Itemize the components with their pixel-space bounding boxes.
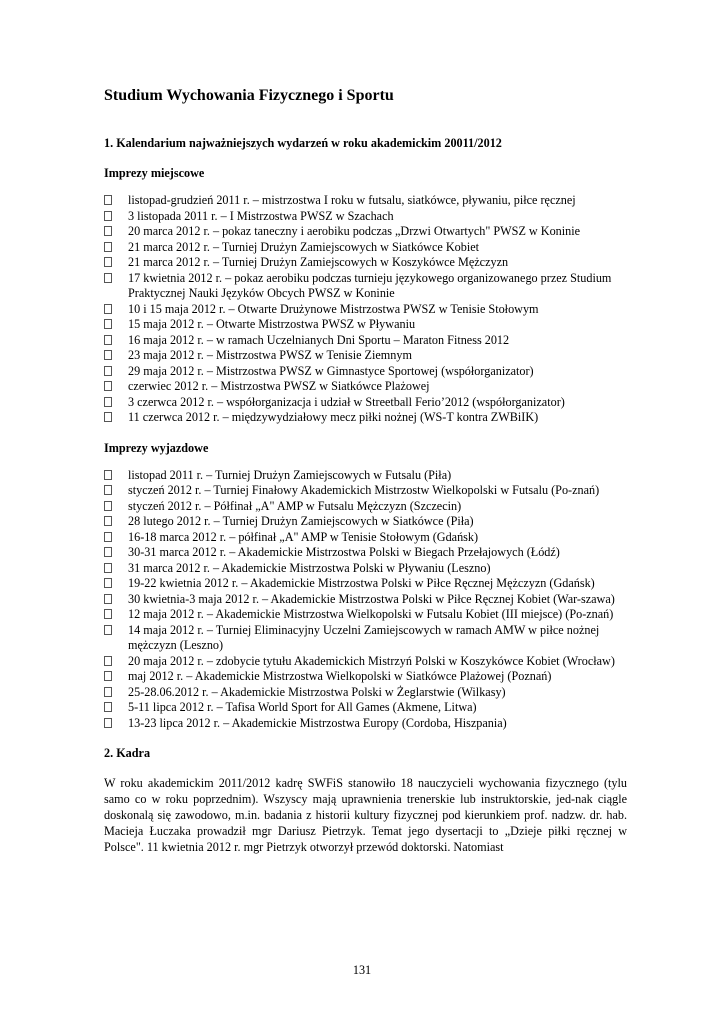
- list-item-text: 3 czerwca 2012 r. – współorganizacja i udział w Streetball Ferio’2012 (współorganizator): [128, 394, 565, 409]
- document-page: [104, 86, 627, 855]
- list-item-text: 30 kwietnia-3 maja 2012 r. – Akademickie Mistrzostwa Polski w Piłce Ręcznej Kobiet (War-szawa): [128, 591, 615, 606]
- list-item: [104, 209, 627, 225]
- bullet-icon: [104, 319, 112, 329]
- list-item-text: maj 2012 r. – Akademickie Mistrzostwa Wielkopolski w Siatkówce Plażowej (Poznań): [128, 669, 552, 683]
- bullet-icon: [104, 335, 112, 345]
- list-item-text: 5-11 lipca 2012 r. – Tafisa World Sport for All Games (Akmene, Litwa): [128, 700, 477, 714]
- local-events-heading: Imprezy miejscowe: [104, 166, 205, 180]
- page-title: Studium Wychowania Fizycznego i Sportu: [104, 87, 394, 104]
- list-item: [104, 364, 627, 380]
- list-item: [104, 333, 627, 349]
- bullet-icon: [104, 304, 112, 314]
- bullet-icon: [104, 671, 112, 681]
- list-item: [104, 317, 627, 333]
- bullet-icon: [104, 211, 112, 221]
- bullet-icon: [104, 366, 112, 376]
- bullet-icon: [104, 547, 112, 557]
- bullet-icon: [104, 532, 112, 542]
- bullet-icon: [104, 257, 112, 267]
- bullet-icon: [104, 656, 112, 666]
- list-item: [104, 607, 627, 623]
- list-item: [104, 592, 627, 608]
- list-item-text: 10 i 15 maja 2012 r. – Otwarte Drużynowe Mistrzostwa PWSZ w Tenisie Stołowym: [128, 301, 539, 316]
- list-item-text: 16-18 marca 2012 r. – półfinał „A" AMP w Tenisie Stołowym (Gdańsk): [128, 529, 479, 544]
- bullet-icon: [104, 702, 112, 712]
- list-item: [104, 654, 627, 670]
- bullet-icon: [104, 687, 112, 697]
- bullet-icon: [104, 412, 112, 422]
- list-item: [104, 499, 627, 515]
- section-2-heading: 2. Kadra: [104, 746, 151, 760]
- bullet-icon: [104, 718, 112, 728]
- away-events-list: [104, 468, 627, 732]
- list-item-text: listopad-grudzień 2011 r. – mistrzostwa I roku w futsalu, siatkówce, pływaniu, piłce ręcznej: [128, 193, 576, 207]
- list-item-text: 3 listopada 2011 r. – I Mistrzostwa PWSZ w Szachach: [128, 208, 394, 223]
- bullet-icon: [104, 516, 112, 526]
- bullet-icon: [104, 470, 112, 480]
- list-item-text: 20 marca 2012 r. – pokaz taneczny i aerobiku podczas „Drzwi Otwartych" PWSZ w Koninie: [128, 224, 581, 238]
- bullet-icon: [104, 563, 112, 573]
- away-events-heading: Imprezy wyjazdowe: [104, 440, 209, 455]
- list-item: [104, 576, 627, 592]
- list-item: [104, 468, 627, 484]
- bullet-icon: [104, 397, 112, 407]
- bullet-icon: [104, 350, 112, 360]
- list-item-text: 25-28.06.2012 r. – Akademickie Mistrzostwa Polski w Żeglarstwie (Wilkasy): [128, 684, 506, 699]
- bullet-icon: [104, 609, 112, 619]
- list-item: [104, 545, 627, 561]
- list-item: [104, 669, 627, 685]
- bullet-icon: [104, 594, 112, 604]
- list-item: [104, 685, 627, 701]
- list-item-text: 21 marca 2012 r. – Turniej Drużyn Zamiejscowych w Siatkówce Kobiet: [128, 239, 479, 254]
- list-item-text: 19-22 kwietnia 2012 r. – Akademickie Mistrzostwa Polski w Piłce Ręcznej Mężczyzn (Gdańsk): [128, 576, 595, 590]
- list-item-text: 16 maja 2012 r. – w ramach Uczelnianych Dni Sportu – Maraton Fitness 2012: [128, 332, 510, 347]
- list-item-text: 29 maja 2012 r. – Mistrzostwa PWSZ w Gimnastyce Sportowej (współorganizator): [128, 363, 534, 378]
- list-item-text: 28 lutego 2012 r. – Turniej Drużyn Zamiejscowych w Siatkówce (Piła): [128, 514, 474, 528]
- list-item-text: 13-23 lipca 2012 r. – Akademickie Mistrzostwa Europy (Cordoba, Hiszpania): [128, 715, 507, 730]
- list-item: [104, 240, 627, 256]
- list-item-text: 23 maja 2012 r. – Mistrzostwa PWSZ w Tenisie Ziemnym: [128, 348, 412, 362]
- list-item-text: czerwiec 2012 r. – Mistrzostwa PWSZ w Siatkówce Plażowej: [128, 379, 430, 393]
- list-item: [104, 348, 627, 364]
- list-item-text: 11 czerwca 2012 r. – międzywydziałowy mecz piłki nożnej (WS-T kontra ZWBiIK): [128, 410, 539, 424]
- staff-paragraph: W roku akademickim 2011/2012 kadrę SWFiS stanowiło 18 nauczycieli wychowania fizycznego (tylu samo co w roku poprzednim). Wszyscy mają uprawnienia trenerskie lub instruktorskie, jed-nak ciągle doskonalą się zawodowo, m.in. badania z historii kultury fizycznej pod kierunkiem prof. nadzw. dr. hab. Macieja Łuczaka prowadził mgr Dariusz Pietrzyk. Temat jego dysertacji to „Dzieje piłki ręcznej w Polsce". 11 kwietnia 2012 r. mgr Pietrzyk otworzył przewód doktorski. Natomiast: [104, 776, 627, 854]
- list-item: [104, 224, 627, 240]
- bullet-icon: [104, 195, 112, 205]
- list-item: [104, 255, 627, 271]
- bullet-icon: [104, 226, 112, 236]
- list-item: [104, 623, 627, 654]
- list-item: [104, 395, 627, 411]
- list-item: [104, 271, 627, 302]
- section-1-heading: 1. Kalendarium najważniejszych wydarzeń w roku akademickim 20011/2012: [104, 136, 502, 150]
- list-item-text: styczeń 2012 r. – Turniej Finałowy Akademickich Mistrzostw Wielkopolski w Futsalu (Po-znań): [128, 483, 600, 497]
- bullet-icon: [104, 273, 112, 283]
- list-item: [104, 302, 627, 318]
- list-item-text: 12 maja 2012 r. – Akademickie Mistrzostwa Wielkopolski w Futsalu Kobiet (III miejsce) (Po-znań): [128, 607, 614, 621]
- list-item: [104, 530, 627, 546]
- list-item: [104, 193, 627, 209]
- list-item: [104, 514, 627, 530]
- list-item-text: 17 kwietnia 2012 r. – pokaz aerobiku podczas turnieju językowego organizowanego przez Studium Praktycznej Nauki Języków Obcych PWSZ w Koninie: [128, 270, 612, 300]
- list-item-text: 31 marca 2012 r. – Akademickie Mistrzostwa Polski w Pływaniu (Leszno): [128, 560, 491, 575]
- bullet-icon: [104, 381, 112, 391]
- list-item-text: styczeń 2012 r. – Półfinał „A" AMP w Futsalu Mężczyzn (Szczecin): [128, 498, 462, 513]
- list-item: [104, 483, 627, 499]
- bullet-icon: [104, 485, 112, 495]
- list-item-text: 30-31 marca 2012 r. – Akademickie Mistrzostwa Polski w Biegach Przełajowych (Łódź): [128, 545, 560, 559]
- bullet-icon: [104, 578, 112, 588]
- list-item-text: 14 maja 2012 r. – Turniej Eliminacyjny Uczelni Zamiejscowych w ramach AMW w piłce nożnej mężczyzn (Leszno): [128, 622, 600, 652]
- bullet-icon: [104, 242, 112, 252]
- local-events-list: [104, 193, 627, 426]
- list-item: [104, 716, 627, 732]
- list-item-text: 21 marca 2012 r. – Turniej Drużyn Zamiejscowych w Koszykówce Mężczyzn: [128, 255, 509, 269]
- list-item: [104, 561, 627, 577]
- list-item-text: 15 maja 2012 r. – Otwarte Mistrzostwa PWSZ w Pływaniu: [128, 317, 416, 331]
- list-item-text: 20 maja 2012 r. – zdobycie tytułu Akademickich Mistrzyń Polski w Koszykówce Kobiet (Wrocław): [128, 653, 615, 668]
- list-item: [104, 700, 627, 716]
- page-number: 131: [352, 963, 372, 977]
- bullet-icon: [104, 501, 112, 511]
- bullet-icon: [104, 625, 112, 635]
- list-item: [104, 379, 627, 395]
- list-item-text: listopad 2011 r. – Turniej Drużyn Zamiejscowych w Futsalu (Piła): [128, 467, 452, 482]
- list-item: [104, 410, 627, 426]
